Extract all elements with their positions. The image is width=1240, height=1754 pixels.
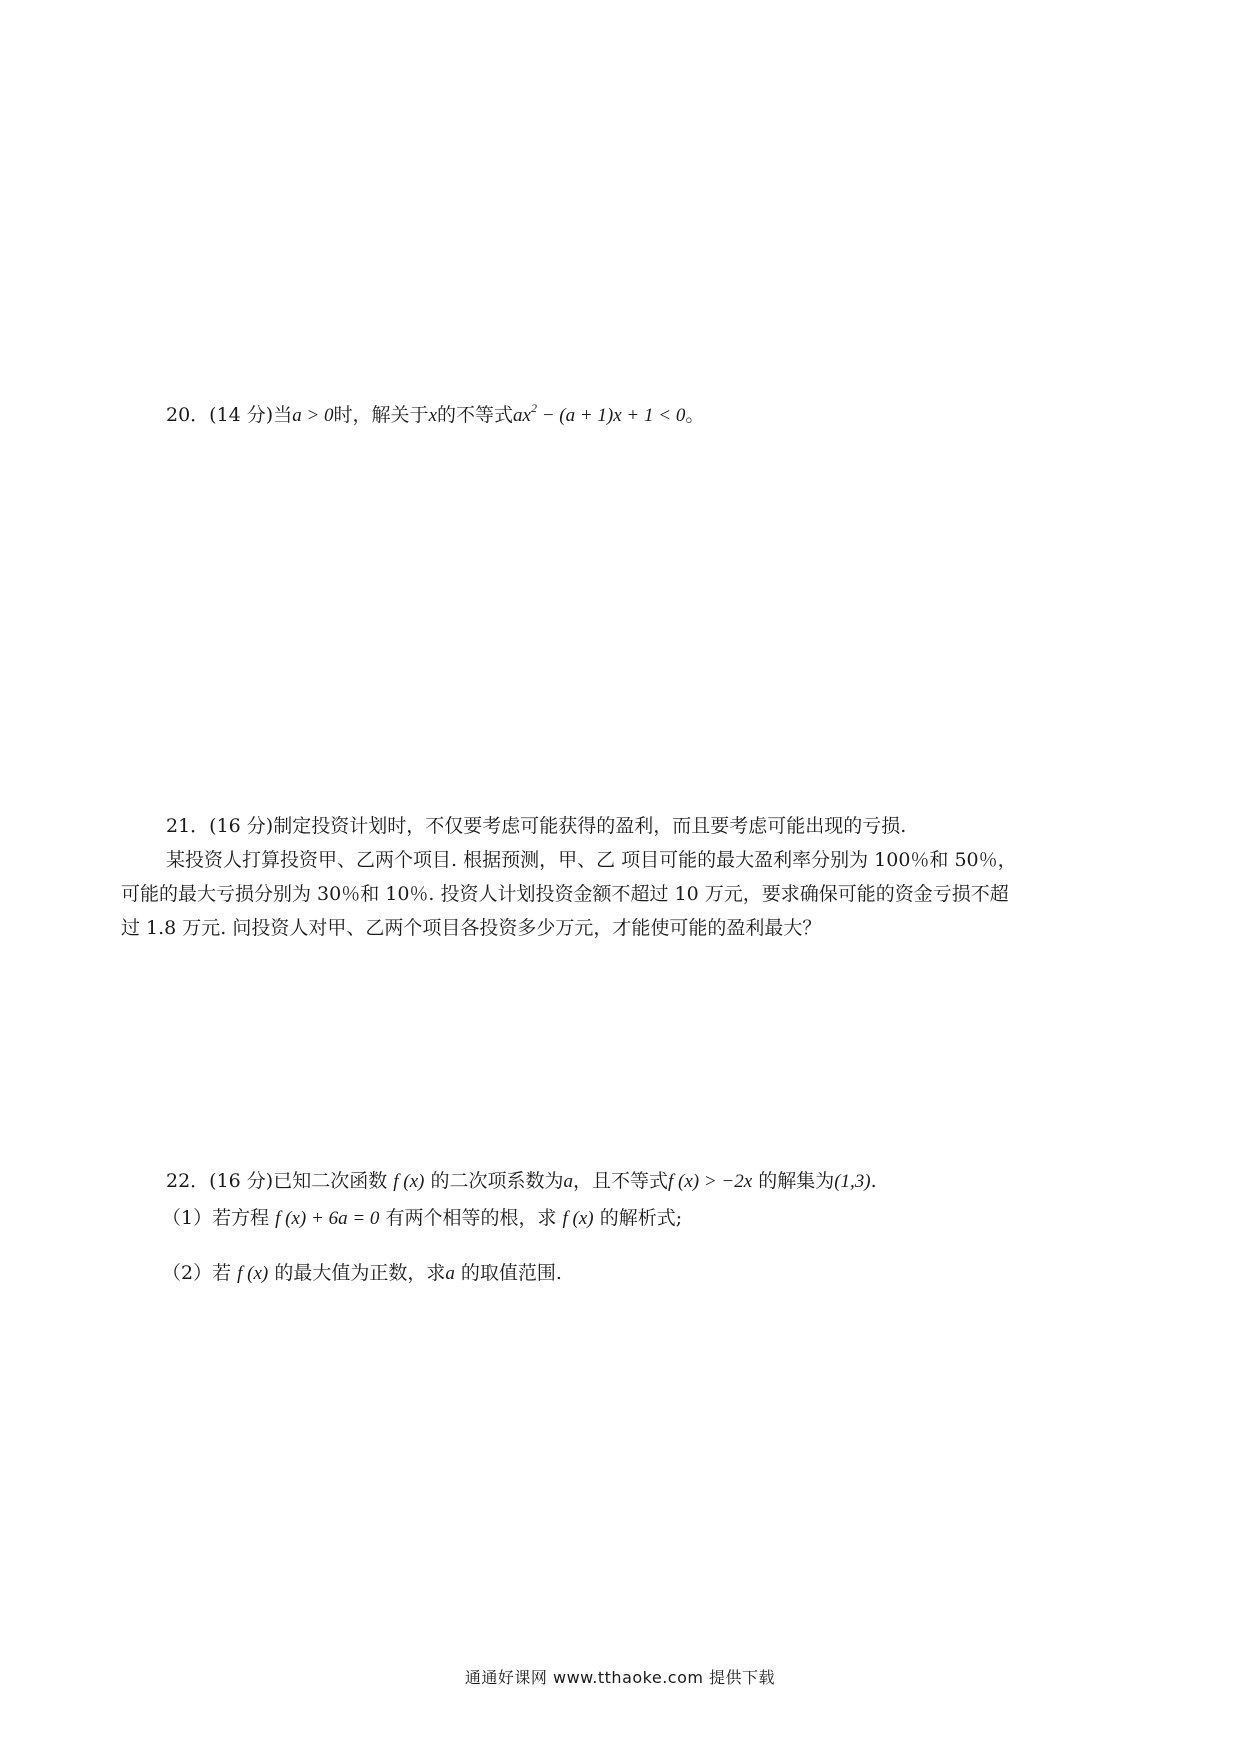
text-span: 。	[685, 404, 705, 426]
math-term: − (a + 1)x + 1 < 0	[536, 405, 686, 426]
math-expression: f (x)	[393, 1171, 425, 1192]
math-expression: (1,3)	[834, 1171, 871, 1192]
math-expression: a	[445, 1263, 455, 1284]
page-footer: 通通好课网 www.tthaoke.com 提供下载	[464, 1668, 776, 1687]
math-expression: f (x) > −2x	[667, 1171, 753, 1192]
question-21-line-4: 过 1.8 万元. 问投资人对甲、乙两个项目各投资多少万元，才能使可能的盈利最大？	[121, 917, 822, 939]
text-span: ，且不等式	[572, 1170, 668, 1192]
math-expression: a	[563, 1171, 573, 1192]
question-20	[166, 398, 704, 433]
question-21-line-3: 可能的最大亏损分别为 30％和 10％. 投资人计划投资金额不超过 10 万元，要求确保可能的资金亏损不超	[121, 883, 1009, 905]
question-22-part-1	[162, 1201, 877, 1236]
math-expression: a > 0	[292, 405, 334, 426]
exponent: 2	[530, 401, 537, 415]
inequality-expression	[513, 401, 686, 426]
text-span: 有两个相等的根，求	[385, 1207, 557, 1229]
math-expression: x	[428, 405, 437, 426]
question-number-22: 22．(16 分)已知二次函数	[166, 1170, 388, 1192]
text-span: 的解集为	[758, 1170, 835, 1192]
question-21-line-1: 21．(16 分)制定投资计划时，不仅要考虑可能获得的盈利，而且要考虑可能出现的亏损.	[166, 815, 907, 837]
question-21	[121, 809, 1121, 945]
math-expression: f (x)	[237, 1263, 269, 1284]
question-22	[162, 1164, 877, 1291]
question-number-20: 20．(14 分)当	[166, 404, 293, 426]
question-21-line-2: 某投资人打算投资甲、乙两个项目. 根据预测，甲、乙 项目可能的最大盈利率分别为 100％和 50％，	[166, 849, 1017, 871]
part-label: （1）若方程	[162, 1207, 270, 1229]
question-20-text	[166, 398, 704, 433]
text-span: 的取值范围.	[460, 1262, 562, 1284]
part-label: （2）若	[162, 1262, 232, 1284]
text-span: .	[870, 1170, 877, 1192]
math-expression: f (x)	[562, 1208, 594, 1229]
math-term: ax	[513, 405, 531, 426]
question-22-stem	[162, 1164, 877, 1199]
text-span: 的解析式;	[599, 1207, 683, 1229]
math-expression: f (x) + 6a = 0	[275, 1208, 380, 1229]
text-span: 时，解关于	[333, 404, 429, 426]
text-span: 的最大值为正数，求	[274, 1262, 446, 1284]
text-span: 的不等式	[437, 404, 514, 426]
question-22-part-2	[162, 1256, 877, 1291]
text-span: 的二次项系数为	[430, 1170, 564, 1192]
